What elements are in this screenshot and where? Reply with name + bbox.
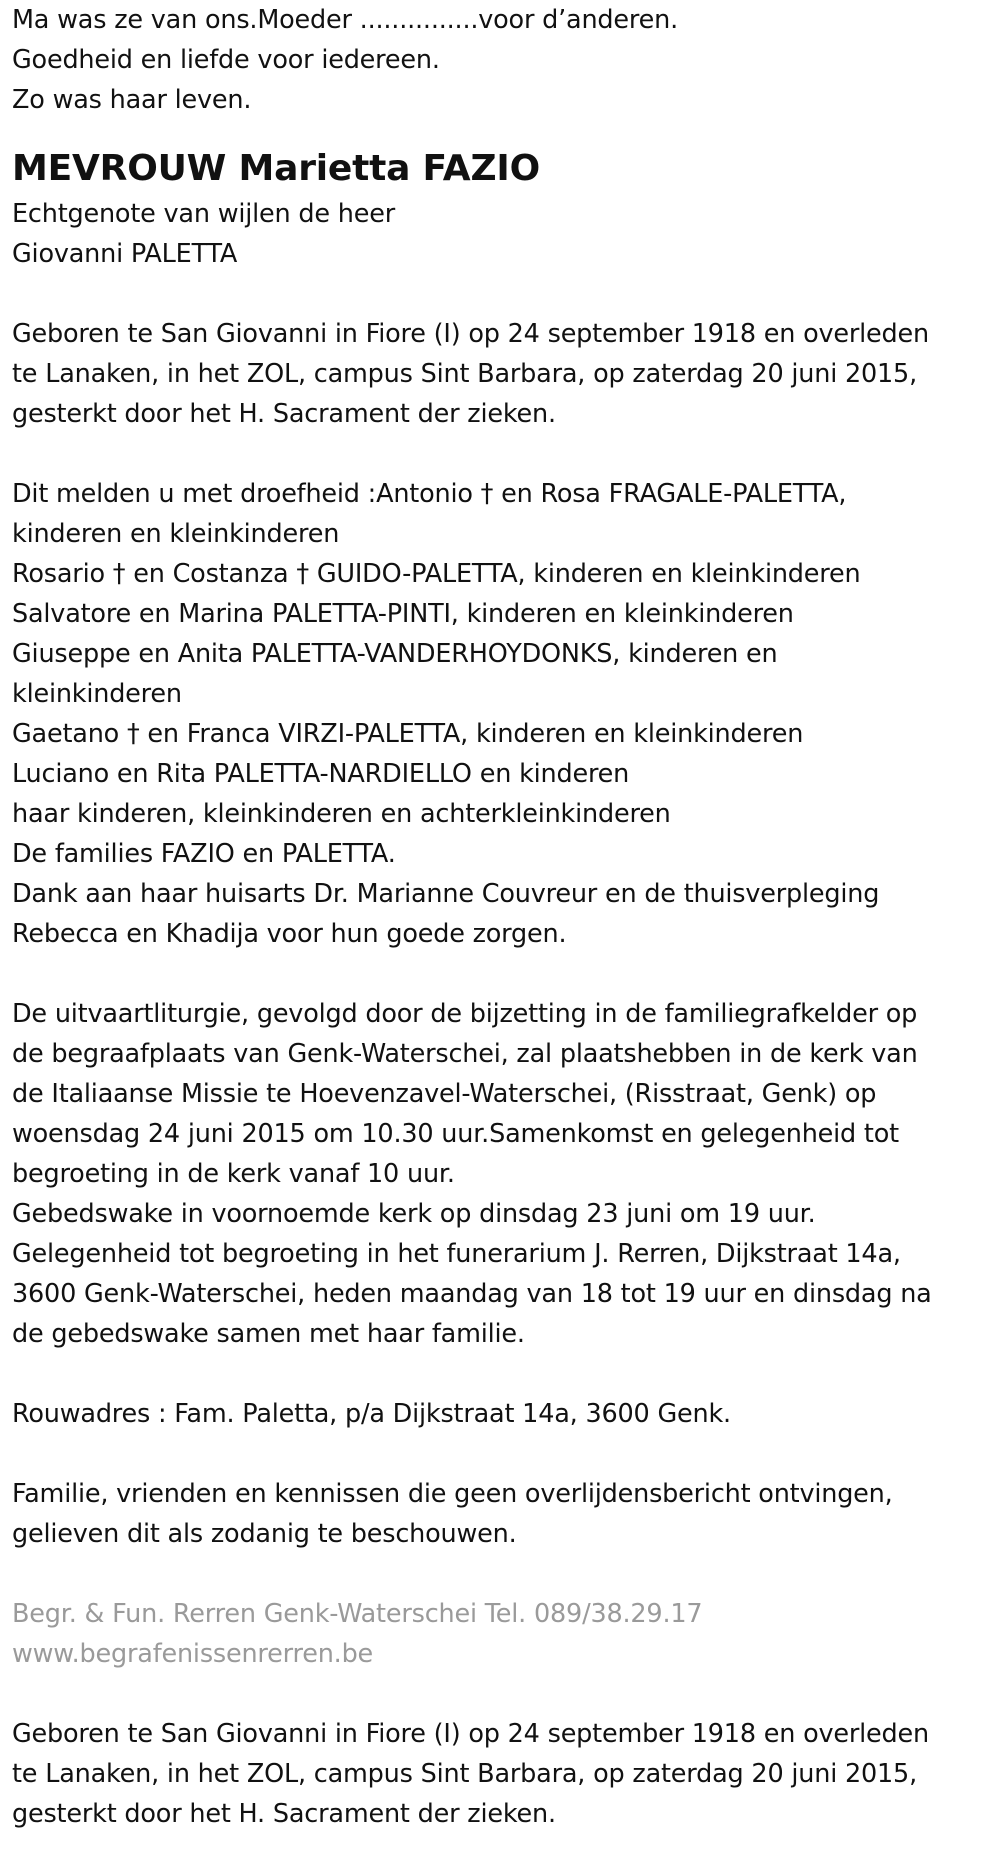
mourner-line: Luciano en Rita PALETTA-NARDIELLO en kinderen [12,759,630,789]
notice-line: Familie, vrienden en kennissen die geen overlijdensbericht ontvingen, [12,1479,893,1509]
mourner-line: haar kinderen, kleinkinderen en achterkleinkinderen [12,799,671,829]
notice-line: gelieven dit als zodanig te beschouwen. [12,1519,517,1549]
funeral-line: 3600 Genk-Waterschei, heden maandag van 18 tot 19 uur en dinsdag na [12,1279,932,1309]
funeral-line: de gebedswake samen met haar familie. [12,1319,525,1349]
undertaker-contact: Begr. & Fun. Rerren Genk-Waterschei Tel. 089/38.29.17 [12,1599,703,1629]
mourner-line: Gaetano † en Franca VIRZI-PALETTA, kinderen en kleinkinderen [12,719,804,749]
undertaker-website[interactable]: www.begrafenissenrerren.be [12,1639,374,1669]
undertaker-block [12,1594,988,1674]
mourner-line: Rosario † en Costanza † GUIDO-PALETTA, kinderen en kleinkinderen [12,559,861,589]
paragraph-line: gesterkt door het H. Sacrament der zieken. [12,399,556,429]
paragraph-line: Geboren te San Giovanni in Fiore (I) op 24 september 1918 en overleden [12,319,929,349]
mourner-line: Rebecca en Khadija voor hun goede zorgen. [12,919,567,949]
funeral-paragraph [12,994,988,1354]
intro-line: Ma was ze van ons.Moeder ...............voor d’anderen. [12,5,678,35]
birth-death-paragraph [12,314,988,434]
paragraph-line: Geboren te San Giovanni in Fiore (I) op 24 september 1918 en overleden [12,1719,929,1749]
intro-line: Zo was haar leven. [12,85,252,115]
funeral-line: begroeting in de kerk vanaf 10 uur. [12,1159,455,1189]
mourner-line: De families FAZIO en PALETTA. [12,839,396,869]
deceased-block [12,144,988,274]
paragraph-line: gesterkt door het H. Sacrament der zieken. [12,1799,556,1829]
funeral-line: Gelegenheid tot begroeting in het funerarium J. Rerren, Dijkstraat 14a, [12,1239,901,1269]
funeral-line: De uitvaartliturgie, gevolgd door de bijzetting in de familiegrafkelder op [12,999,918,1029]
intro-verse [12,0,988,120]
birth-death-paragraph-repeat [12,1714,988,1834]
mourner-line: kleinkinderen [12,679,182,709]
funeral-line: woensdag 24 juni 2015 om 10.30 uur.Samenkomst en gelegenheid tot [12,1119,899,1149]
address-paragraph [12,1394,988,1434]
spouse-line: Echtgenote van wijlen de heer [12,199,395,229]
mourner-line: Salvatore en Marina PALETTA-PINTI, kinderen en kleinkinderen [12,599,794,629]
notice-paragraph [12,1474,988,1554]
funeral-line: de begraafplaats van Genk-Waterschei, zal plaatshebben in de kerk van [12,1039,918,1069]
mourner-line: Dit melden u met droefheid :Antonio † en Rosa FRAGALE-PALETTA, [12,479,847,509]
paragraph-line: te Lanaken, in het ZOL, campus Sint Barbara, op zaterdag 20 juni 2015, [12,359,917,389]
mourners-paragraph [12,474,988,954]
intro-line: Goedheid en liefde voor iedereen. [12,45,440,75]
funeral-line: Gebedswake in voornoemde kerk op dinsdag 23 juni om 19 uur. [12,1199,816,1229]
funeral-line: de Italiaanse Missie te Hoevenzavel-Waterschei, (Risstraat, Genk) op [12,1079,877,1109]
mourner-line: kinderen en kleinkinderen [12,519,340,549]
paragraph-line: te Lanaken, in het ZOL, campus Sint Barbara, op zaterdag 20 juni 2015, [12,1759,917,1789]
deceased-name: MEVROUW Marietta FAZIO [12,148,540,189]
mourner-line: Giuseppe en Anita PALETTA-VANDERHOYDONKS, kinderen en [12,639,778,669]
spouse-name: Giovanni PALETTA [12,239,238,269]
mourning-address: Rouwadres : Fam. Paletta, p/a Dijkstraat 14a, 3600 Genk. [12,1399,731,1429]
mourner-line: Dank aan haar huisarts Dr. Marianne Couvreur en de thuisverpleging [12,879,880,909]
